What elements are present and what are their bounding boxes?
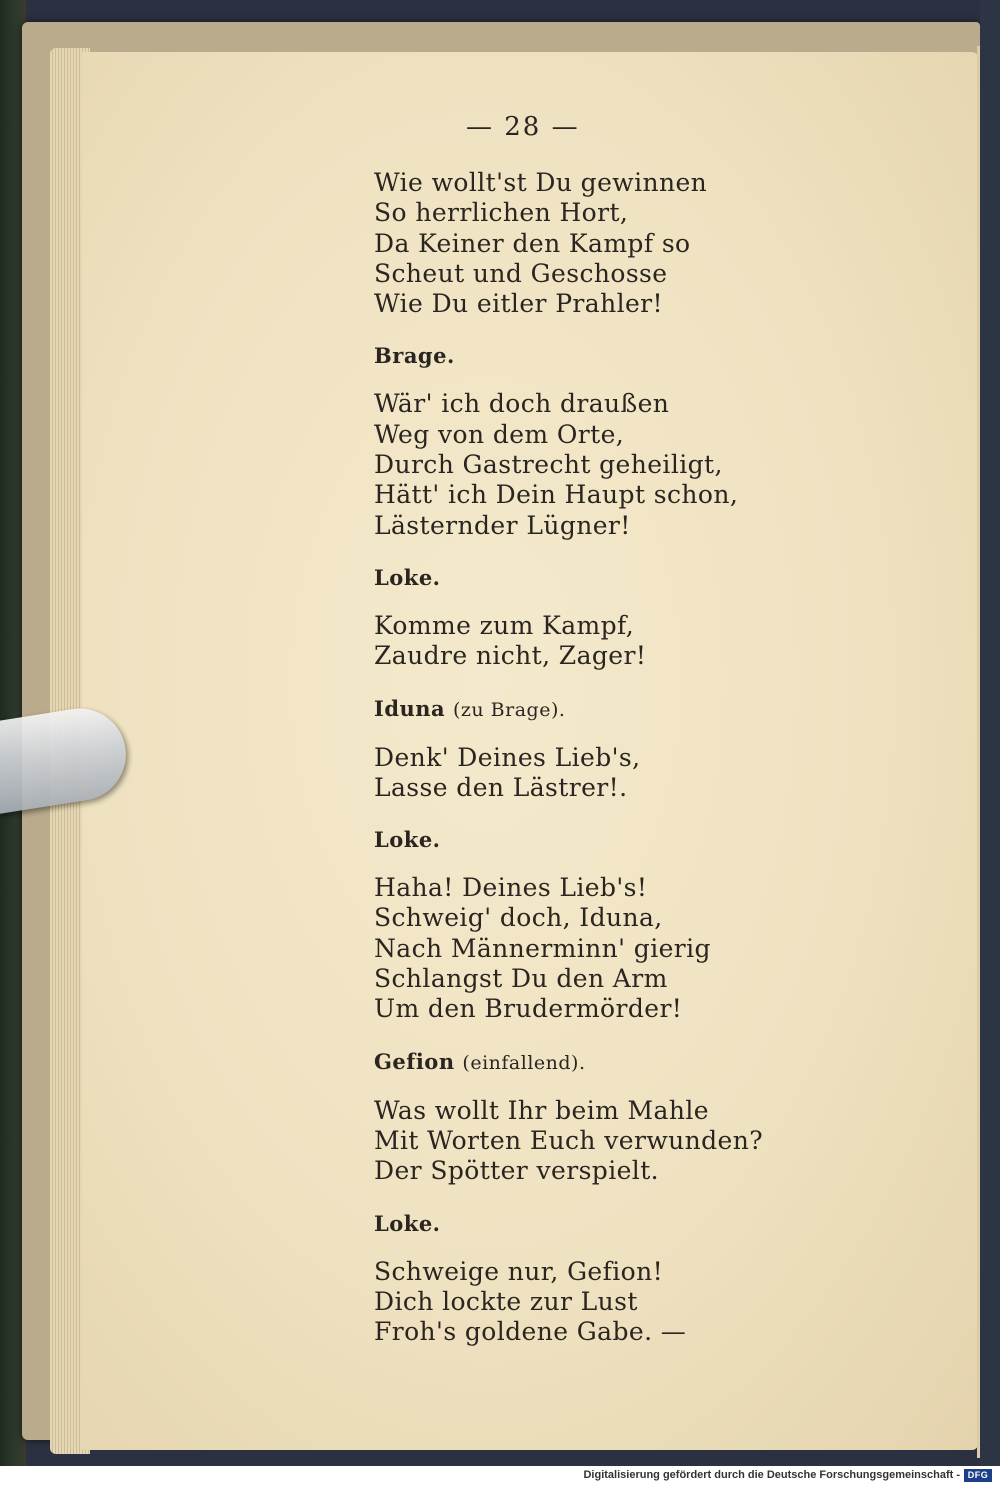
verse-line: Der Spötter verspielt. <box>374 1156 659 1186</box>
verse-line: Mit Worten Euch verwunden? <box>374 1125 764 1155</box>
verse-line: Dich lockte zur Lust <box>374 1286 638 1316</box>
verse-line: Hätt' ich Dein Haupt schon, <box>374 480 739 510</box>
verse-line: Komme zum Kampf, <box>374 610 635 640</box>
verse-line: Wie wollt'st Du gewinnen <box>374 168 708 197</box>
stage-direction: (einfallend). <box>462 1051 586 1074</box>
page-text <box>374 112 814 1347</box>
verse-line: Schweige nur, Gefion! <box>374 1256 664 1286</box>
verse-line: Wie Du eitler Prahler! <box>374 289 663 319</box>
verse-line: Wär' ich doch draußen <box>374 389 670 419</box>
speaker-heading <box>374 825 814 855</box>
verse-line: Da Keiner den Kampf so <box>374 228 691 258</box>
verse-stanza <box>374 389 814 540</box>
speaker-heading <box>374 563 814 593</box>
verse-line: Denk' Deines Lieb's, <box>374 742 641 772</box>
verse-stanza <box>374 611 814 672</box>
speaker-heading <box>374 1047 814 1078</box>
verse-line: Froh's goldene Gabe. — <box>374 1317 687 1347</box>
speaker-name: Loke. <box>374 1210 441 1236</box>
verse-line: Lästernder Lügner! <box>374 510 631 540</box>
verse-line: Nach Männerminn' gierig <box>374 933 711 963</box>
verse-line: Zaudre nicht, Zager! <box>374 641 647 671</box>
speaker-heading <box>374 341 814 371</box>
speaker-name: Loke. <box>374 827 441 853</box>
verse-line: Weg von dem Orte, <box>374 419 625 449</box>
dfg-logo: DFG <box>964 1469 992 1482</box>
verse-stanza <box>374 743 814 804</box>
verse-line: Um den Brudermörder! <box>374 994 683 1024</box>
funding-credit: Digitalisierung gefördert durch die Deutsche Forschungsgemeinschaft - <box>583 1469 960 1481</box>
speaker-name: Gefion <box>374 1048 455 1074</box>
page-number: — 28 — <box>466 112 580 142</box>
speaker-name: Brage. <box>374 343 455 369</box>
verse-line: Schweig' doch, Iduna, <box>374 903 663 933</box>
verse-stanza <box>374 168 814 319</box>
stage-direction: (zu Brage). <box>452 698 566 721</box>
verse-stanza <box>374 873 814 1024</box>
speaker-name: Iduna <box>374 695 446 721</box>
scan-background-right <box>980 0 1000 1466</box>
verse-line: So herrlichen Hort, <box>374 198 629 228</box>
verse-line: Was wollt Ihr beim Mahle <box>374 1095 709 1125</box>
speaker-heading <box>374 694 814 725</box>
footer-bar <box>0 1466 1000 1486</box>
speaker-heading <box>374 1209 814 1239</box>
verse-line: Durch Gastrecht geheiligt, <box>374 450 723 480</box>
verse-line: Haha! Deines Lieb's! <box>374 873 648 903</box>
verse-line: Scheut und Geschosse <box>374 258 668 288</box>
verse-stanza <box>374 1096 814 1187</box>
verse-line: Schlangst Du den Arm <box>374 964 668 994</box>
verse-stanza <box>374 1257 814 1348</box>
verse-line: Lasse den Lästrer!. <box>374 772 628 802</box>
speaker-name: Loke. <box>374 564 441 590</box>
verse-blocks <box>374 168 814 1347</box>
